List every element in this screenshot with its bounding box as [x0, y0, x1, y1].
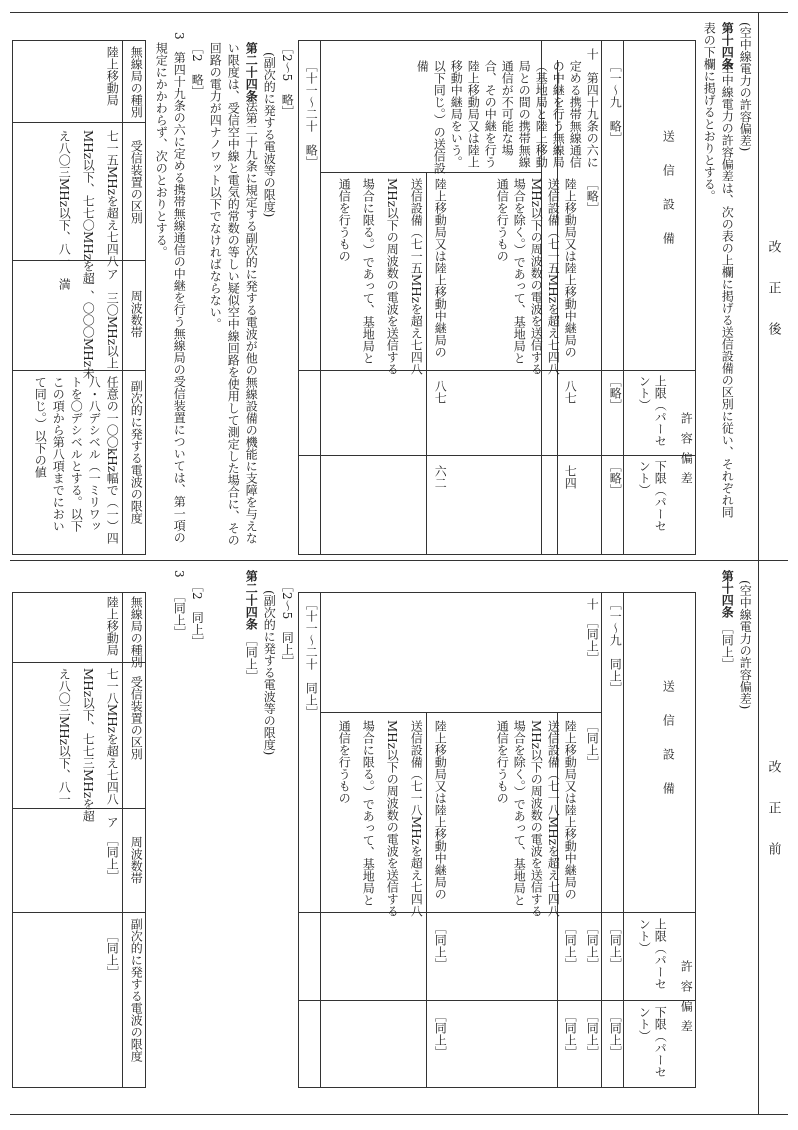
after-t2-device-2: え八〇三MHz以下、八一	[57, 130, 72, 268]
after-para3-0: 3 第四十九条の六に定める携帯無線通信の中継を行う無線局の受信装置については、第一項の	[172, 32, 187, 544]
before-row10-a: ［同上］	[585, 720, 600, 768]
after-t2-freq-2: 満	[57, 278, 72, 290]
after-row11-20: ［十一～二十 略］	[304, 60, 319, 168]
before-row10-b-low: ［同上］	[563, 1010, 578, 1058]
before-row10-head: 十 ［同上］	[585, 598, 600, 664]
before-article-text: ［同上］	[720, 622, 735, 670]
after-row10-c-3: 場合に限る。）であって、基地局と	[361, 178, 376, 364]
before-para2-0: ［2 同上］	[190, 580, 205, 648]
before-row10-c-low: ［同上］	[433, 1010, 448, 1058]
before-t2-limit: ［同上］	[105, 930, 120, 978]
after-article2-text-2: 回路の電力が四ナノワット以下でなければならない。	[208, 42, 223, 330]
after-row10-c-1: 送信設備（七一五MHzを超え七四八	[409, 178, 424, 376]
after-col-tolerance: 許容偏差	[679, 412, 694, 492]
before-article2-text: ［同上］	[244, 634, 259, 682]
after-caption: (空中線電力の許容偏差)	[738, 22, 753, 152]
after-article2-title: 第二十四条	[244, 42, 259, 102]
after-row10-head-3: （基地局と陸上移動	[534, 60, 549, 168]
after-row10-c-up: 八七	[433, 380, 448, 404]
header-after: 改正後	[765, 240, 781, 363]
header-before: 改正前	[765, 760, 781, 883]
header-col-rule	[758, 12, 759, 1115]
after-row-1-9: ［一～九 略］	[608, 60, 623, 144]
after-t2-limit-2: トを〇デシベルとする。以下	[69, 376, 84, 532]
before-row10-b-2: MHz以下の周波数の電波を送信する	[529, 720, 544, 918]
before-caption2: (副次的に発する電波等の限度)	[262, 590, 277, 756]
top-rule	[10, 12, 788, 13]
before-row-1-9-low: ［同上］	[608, 1010, 623, 1058]
after-t2-h-limit: 副次的に発する電波の限度	[129, 380, 144, 524]
after-col-upper-1: 上限（パーセ	[653, 375, 668, 447]
after-row10-head-2: の中継を行う無線局	[551, 60, 566, 168]
before-row10-c-0: 陸上移動局又は陸上移動中継局の	[433, 720, 448, 900]
before-row10-c-up: ［同上］	[433, 922, 448, 970]
after-para-2-5: ［2～5 略］	[280, 42, 295, 118]
after-col-lower-1: 下限（パーセ	[653, 460, 668, 532]
before-row10-b-3: 場合を除く。）であって、基地局と	[512, 720, 527, 906]
before-t2-device-0: 七一八MHzを超え七四八	[105, 668, 120, 806]
before-row-1-9: ［一～九 同上］	[608, 598, 623, 694]
after-t2-h-freq: 周波数帯	[129, 290, 144, 338]
before-row10-b-up: ［同上］	[563, 922, 578, 970]
before-row10-a-up: ［同上］	[585, 922, 600, 970]
before-article2-title: 第二十四条	[244, 570, 259, 630]
after-t2-device-0: 七一五MHzを超え七四八	[105, 130, 120, 268]
before-col-facility: 送信設備	[661, 680, 676, 816]
after-row10-b-0: 陸上移動局又は陸上移動中継局の	[563, 178, 578, 358]
before-article-title: 第十四条	[720, 570, 735, 618]
after-row10-head-4: 局との間の携帯無線	[517, 60, 532, 168]
before-row10-b-1: 送信設備（七一八MHzを超え七四八	[546, 720, 561, 918]
before-t2-station: 陸上移動局	[105, 596, 120, 656]
after-row10-a: ［略］	[585, 178, 600, 214]
before-col-tolerance: 許容偏差	[679, 960, 694, 1040]
after-caption2: (副次的に発する電波等の限度)	[262, 52, 277, 218]
after-t2-limit-4: て同じ。）以下の値	[33, 376, 48, 478]
before-t2-device-1: MHz以下、七七三MHzを超	[81, 668, 96, 823]
after-row10-b-1: 送信設備（七一五MHzを超え七四八	[546, 178, 561, 376]
after-t2-freq-1: 一、〇〇〇MHz未	[81, 278, 96, 380]
after-row10-head-8: 移動中継局をいう。	[449, 60, 464, 168]
before-t2-h-station: 無線局の種別	[129, 596, 144, 668]
before-col-lower-1: 下限（パーセ	[653, 1006, 668, 1078]
after-row10-head-6: 合、その中継を行う	[483, 60, 498, 168]
after-col-facility: 送信設備	[661, 130, 676, 266]
after-article2-text-1: い限度は、受信空中線と電気的常数の等しい疑似空中線回路を使用して測定した場合に、その	[226, 42, 241, 546]
after-row10-head-0: 十 第四十九条の六に	[585, 48, 600, 168]
before-row-1-9-up: ［同上］	[608, 922, 623, 970]
after-t2-freq-0: ア 三〇MHz以上	[105, 268, 120, 370]
after-row10-c-low: 六二	[433, 465, 448, 489]
before-row10-a-low: ［同上］	[585, 1010, 600, 1058]
after-row10-b-low: 七四	[563, 465, 578, 489]
before-row10-c-4: 通信を行うもの	[337, 720, 352, 804]
before-para2-1: ［同上］	[172, 590, 187, 638]
before-t2-h-freq: 周波数帯	[129, 836, 144, 884]
before-t2-h-device: 受信装置の区別	[129, 676, 144, 760]
before-t2-freq: ア ［同上］	[105, 816, 120, 882]
after-col-upper-2: ント）	[637, 375, 652, 411]
before-row10-c-3: 場合に限る。）であって、基地局と	[361, 720, 376, 906]
before-col-upper-2: ント）	[637, 918, 652, 954]
after-row10-b-2: MHz以下の周波数の電波を送信する	[529, 178, 544, 376]
before-para-2-5: ［2～5 同上］	[280, 580, 295, 668]
before-row10-c-1: 送信設備（七一八MHzを超え七四八	[409, 720, 424, 918]
after-row10-head-9: 以下同じ。）の送信設	[432, 60, 447, 174]
bottom-rule	[10, 1114, 788, 1115]
after-t2-device-1: MHz以下、七七〇MHzを超	[81, 130, 96, 285]
after-row10-b-up: 八七	[563, 380, 578, 404]
after-row10-c-4: 通信を行うもの	[337, 178, 352, 262]
after-t2-h-device: 受信装置の区別	[129, 140, 144, 224]
after-article-title: 第十四条	[720, 22, 735, 70]
before-row10-b-4: 通信を行うもの	[495, 720, 510, 804]
after-article-text-2: 表の下欄に掲げるとおりとする。	[702, 22, 717, 202]
before-row10-b-0: 陸上移動局又は陸上移動中継局の	[563, 720, 578, 900]
before-row11-20: ［十一～二十 同上］	[304, 598, 319, 718]
before-para3: 3	[172, 570, 187, 578]
divider-rule	[10, 560, 788, 561]
after-row-1-9-low: ［略］	[608, 460, 623, 496]
before-table2	[12, 592, 146, 1088]
after-row10-b-4: 通信を行うもの	[495, 178, 510, 262]
after-row10-c-2: MHz以下の周波数の電波を送信する	[385, 178, 400, 376]
after-t2-limit-0: 任意の一〇〇kHz幅で（一）四	[105, 376, 120, 545]
before-col-lower-2: ント）	[637, 1006, 652, 1042]
before-t2-device-2: え八〇三MHz以下、八一	[57, 668, 72, 806]
after-row10-head-10: 備	[415, 60, 430, 72]
after-para2: ［2 略］	[190, 42, 205, 98]
after-t2-station: 陸上移動局	[105, 46, 120, 106]
after-t2-limit-3: この項から第八項までにおい	[51, 376, 66, 532]
after-row-1-9-up: ［略］	[608, 375, 623, 411]
after-t2-h-station: 無線局の種別	[129, 46, 144, 118]
after-row10-c-0: 陸上移動局又は陸上移動中継局の	[433, 178, 448, 358]
after-t2-limit-1: 八・八デシベル（一ミリワッ	[87, 376, 102, 532]
after-article2-text-0: 法第二十九条に規定する副次的に発する電波が他の無線設備の機能に支障を与えな	[244, 100, 259, 544]
after-row10-head-1: 定める携帯無線通信	[568, 60, 583, 168]
after-article-text-1: 空中線電力の許容偏差は、次の表の上欄に掲げる送信設備の区別に従い、それぞれ同	[720, 62, 735, 518]
before-row10-c-2: MHz以下の周波数の電波を送信する	[385, 720, 400, 918]
before-col-upper-1: 上限（パーセ	[653, 918, 668, 990]
before-t2-h-limit: 副次的に発する電波の限度	[129, 918, 144, 1062]
before-caption: (空中線電力の許容偏差)	[738, 580, 753, 710]
after-para3-1: 規定にかかわらず、次のとおりとする。	[154, 42, 169, 258]
after-row10-b-3: 場合を除く。）であって、基地局と	[512, 178, 527, 364]
after-row10-head-5: 通信が不可能な場	[500, 60, 515, 156]
after-col-lower-2: ント）	[637, 460, 652, 496]
after-row10-head-7: 陸上移動局又は陸上	[466, 60, 481, 168]
